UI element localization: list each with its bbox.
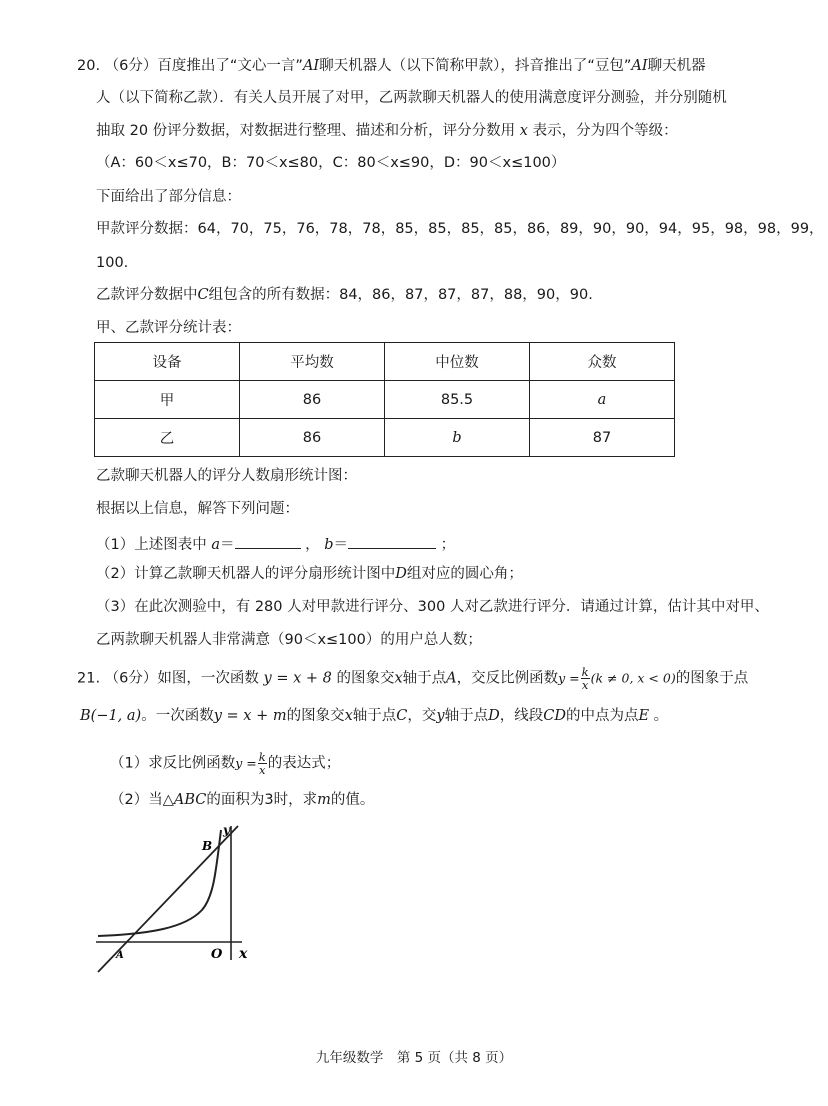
q21-text-2d: ，交 [407, 708, 437, 724]
q20-line-1 [77, 56, 706, 76]
q21-sub1-a: （1）求反比例函数 [110, 755, 236, 772]
q21-pt-c: C [396, 708, 408, 724]
q21-line-1 [77, 666, 748, 691]
table-cell: 86 [240, 381, 385, 419]
q20-table-title: 甲、乙款评分统计表： [96, 320, 241, 336]
q20-number: 20. [77, 58, 101, 74]
q21-sub1-b: 的表达式； [267, 755, 341, 772]
q21-x-var-2: x [344, 708, 353, 724]
table-cell: 86 [240, 419, 385, 457]
q21-seg-cd: CD [543, 708, 566, 724]
q21-sub2-b: 的面积为3时，求 [206, 792, 318, 808]
q21-text-2f: ，线段 [499, 708, 544, 724]
label-x: x [239, 946, 248, 962]
q21-eq-1: y = x + 8 [263, 670, 332, 687]
table-header: 众数 [530, 343, 675, 381]
q21-sub1-frac-y: y = [235, 755, 257, 771]
q20-sub2-d: D [395, 566, 407, 582]
table-cell: b [385, 419, 530, 457]
q21-sub1-frac-k: k [258, 750, 266, 764]
q20-sub1-eq-a: ＝ [220, 537, 235, 553]
q21-frac [581, 666, 590, 691]
q21-text-2c: 轴于点 [352, 708, 397, 724]
q21-cond: (k ≠ 0, x < 0) [590, 670, 676, 686]
q21-pt-e: E [638, 708, 650, 724]
q20-ai-2: AI [631, 58, 648, 74]
q21-frac-k: k [581, 665, 589, 679]
q20-sub3-line2: 乙两款聊天机器人非常满意（90＜x≤100）的用户总人数； [96, 632, 482, 648]
q20-sub1-var-b: b [324, 537, 334, 553]
q21-text-1e: 的图象于点 [675, 670, 749, 687]
q20-text-1b: 聊天机器人（以下简称甲款），抖音推出了“豆包” [319, 58, 632, 74]
q21-text-2e: 轴于点 [444, 708, 489, 724]
q21-sub2 [110, 790, 374, 810]
q21-points: （6分） [104, 670, 158, 687]
table-header: 中位数 [385, 343, 530, 381]
label-b: B [202, 839, 213, 853]
q20-line-2: 人（以下简称乙款）．有关人员开展了对甲，乙两款聊天机器人的使用满意度评分测验，并分别随机 [96, 90, 727, 106]
answer-blank-b[interactable] [348, 532, 436, 549]
q20-sub1-a: （1）上述图表中 [96, 537, 207, 553]
q20-pie-caption: 乙款聊天机器人的评分人数扇形统计图： [96, 468, 357, 484]
q20-data-jia-label: 甲款评分数据： [96, 221, 198, 237]
q21-sub2-c: 的值。 [330, 792, 375, 808]
table-cell: 87 [530, 419, 675, 457]
q21-text-2g: 的中点为点 [565, 708, 639, 724]
q20-data-jia [96, 219, 824, 239]
q20-sub1-sep: ， [305, 537, 320, 553]
q21-text-2a: 。一次函数 [141, 708, 214, 724]
q20-data-yi-a: 乙款评分数据中 [96, 287, 198, 303]
q21-pt-a: A [446, 670, 457, 687]
q20-data-yi [96, 285, 593, 305]
q21-eq-2: y = x + m [213, 708, 287, 724]
q20-sub2-a: （2）计算乙款聊天机器人的评分扇形统计图中 [96, 566, 396, 582]
q21-sub2-abc: ABC [173, 792, 207, 808]
q20-points: （6分） [104, 58, 158, 74]
q20-line-3b: 表示，分为四个等级： [532, 123, 678, 139]
q20-ai-1: AI [302, 58, 320, 74]
q20-data-jia-last: 100. [96, 255, 129, 271]
q21-text-1b: 的图象交 [336, 670, 395, 687]
q20-info-intro: 下面给出了部分信息： [96, 189, 241, 205]
q20-data-jia-values: 64，70，75，76，78，78，85，85，85，85，86，89，90，90，94，95，98，98，99， [197, 221, 824, 237]
q21-sub2-a: （2）当△ [110, 792, 174, 808]
q21-text-1d: ，交反比例函数 [456, 670, 559, 687]
table-row [95, 381, 675, 419]
q21-sub1-frac [258, 751, 267, 776]
q21-x-var: x [394, 670, 403, 687]
q21-y-var: y [436, 708, 445, 724]
table-header: 设备 [95, 343, 240, 381]
q20-sub1 [96, 532, 455, 555]
q20-sub3-line1: （3）在此次测验中，有 280 人对甲款进行评分、300 人对乙款进行评分．请通过计算，估计其中对甲、 [96, 599, 769, 615]
q20-sub2 [96, 564, 523, 584]
table-cell: a [530, 381, 675, 419]
q21-number: 21. [77, 670, 101, 687]
q21-frac-x: x [581, 678, 589, 692]
q21-sub2-m: m [317, 792, 331, 808]
q20-sub1-var-a: a [211, 537, 220, 553]
table-cell: 甲 [95, 381, 240, 419]
table-header: 平均数 [240, 343, 385, 381]
q20-line-3a: 抽取 20 份评分数据，对数据进行整理、描述和分析，评分分数用 [96, 123, 516, 139]
q21-text-2b: 的图象交 [286, 708, 345, 724]
q20-text-1c: 聊天机器 [647, 58, 706, 74]
q21-line-2 [80, 706, 668, 726]
q21-sub1-frac-x: x [258, 763, 266, 777]
q20-data-yi-group: C [197, 287, 209, 303]
q20-sub1-eq-b: ＝ [333, 537, 349, 553]
q20-sub1-end: ； [440, 537, 456, 553]
page-footer: 九年级数学 第 5 页（共 8 页） [315, 1050, 513, 1066]
q21-text-1a: 如图，一次函数 [157, 670, 259, 687]
q20-data-yi-b: 组包含的所有数据：84，86，87，87，87，88，90，90. [208, 287, 593, 303]
q21-pt-d: D [488, 708, 500, 724]
label-a: A [116, 950, 124, 961]
q20-grades: （A：60＜x≤70，B：70＜x≤80，C：80＜x≤90，D：90＜x≤100） [96, 155, 566, 171]
function-graph [90, 820, 270, 980]
q20-line-3 [96, 121, 678, 141]
label-y: y [223, 823, 230, 837]
label-o: O [211, 947, 223, 962]
q21-text-1c: 轴于点 [402, 670, 447, 687]
q20-sub2-b: 组对应的圆心角； [406, 566, 523, 582]
table-header-row [95, 343, 675, 381]
table-row [95, 419, 675, 457]
stats-table [94, 342, 675, 457]
q21-frac-y: y = [558, 670, 580, 686]
q20-answer-intro: 根据以上信息，解答下列问题： [96, 501, 299, 517]
q21-text-2h: 。 [653, 708, 669, 724]
answer-blank-a[interactable] [235, 532, 301, 549]
table-cell: 85.5 [385, 381, 530, 419]
q20-var-x: x [519, 123, 528, 139]
q20-text-1a: 百度推出了“文心一言” [157, 58, 303, 74]
table-cell: 乙 [95, 419, 240, 457]
q21-sub1 [110, 751, 340, 776]
q21-pt-b: B(−1, a) [80, 708, 142, 724]
